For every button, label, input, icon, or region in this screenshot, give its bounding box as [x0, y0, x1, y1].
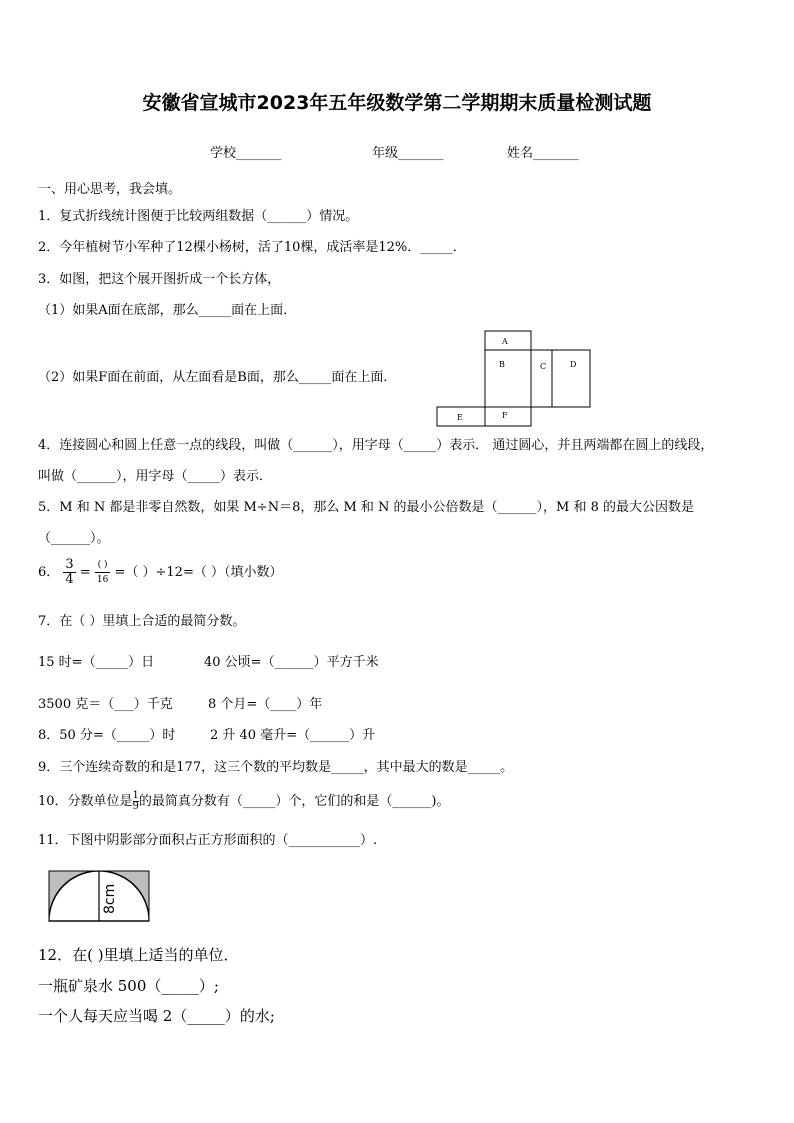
question-5-line-1: 5．M 和 N 都是非零自然数，如果 M÷N＝8，那么 M 和 N 的最小公倍数是（______），M 和 8 的最大公因数是 — [38, 500, 695, 515]
question-7-item-a: 15 时=（_____）日 — [38, 655, 155, 670]
question-5-line-2: （______）。 — [38, 531, 110, 546]
equals-sign: = — [79, 565, 91, 580]
school-field: 学校_______ — [210, 146, 282, 161]
question-6-rest: =（ ）÷12=（ ）（填小数） — [114, 565, 283, 580]
fraction-numerator: 3 — [65, 557, 74, 572]
question-4-line-1: 4．连接圆心和圆上任意一点的线段，叫做（______），用字母（_____）表示． 通过圆心，并且两端都在圆上的线段， — [38, 438, 714, 453]
question-3-part-1: （1）如果A面在底部，那么_____面在上面． — [38, 303, 297, 318]
name-field: 姓名_______ — [507, 146, 579, 161]
question-3: 3．如图，把这个展开图折成一个长方体， — [38, 272, 281, 287]
question-10 — [38, 788, 450, 816]
question-4-line-2: 叫做（______），用字母（_____）表示． — [38, 469, 273, 484]
net-label-f: F — [502, 411, 508, 420]
question-8-item-b: 2 升 40 毫升=（______）升 — [210, 728, 376, 743]
question-7: 7．在（ ）里填上合适的最简分数。 — [38, 614, 246, 629]
net-face-b — [485, 350, 531, 407]
fraction-numerator: 1 — [132, 790, 139, 801]
question-2: 2．今年植树节小军种了12棵小杨树，活了10棵，成活率是12%．_____． — [38, 240, 466, 255]
net-face-f — [485, 407, 531, 426]
net-face-d — [552, 350, 590, 407]
question-6 — [38, 558, 282, 588]
net-face-c — [531, 350, 552, 407]
fraction-blank-over-16 — [95, 558, 110, 587]
question-8-item-a: 8．50 分=（_____）时 — [38, 728, 176, 743]
net-label-a: A — [502, 337, 508, 346]
question-12-item-a: 一瓶矿泉水 500（_____）; — [38, 977, 219, 995]
semicircle-shaded-figure — [46, 868, 152, 924]
section-heading: 一、用心思考，我会填。 — [38, 182, 182, 197]
question-11: 11．下图中阴影部分面积占正方形面积的（___________）. — [38, 833, 378, 848]
question-12: 12．在( )里填上适当的单位． — [38, 946, 239, 964]
question-10-prefix: 10．分数单位是 — [38, 794, 133, 809]
fraction-denominator: 9 — [132, 801, 139, 812]
net-label-c: C — [540, 362, 547, 371]
radius-label: 8cm — [102, 883, 118, 914]
net-label-e: E — [457, 413, 463, 422]
question-7-item-d: 8 个月=（____）年 — [208, 697, 323, 712]
question-7-item-b: 40 公顷=（______）平方千米 — [204, 655, 379, 670]
page-title: 安徽省宣城市2023年五年级数学第二学期期末质量检测试题 — [142, 92, 652, 114]
question-1: 1．复式折线统计图便于比较两组数据（______）情况。 — [38, 209, 359, 224]
fraction-numerator: ( ) — [95, 558, 110, 573]
question-6-number: 6． — [38, 565, 60, 580]
question-7-item-c: 3500 克＝（___）千克 — [38, 697, 173, 712]
question-9: 9．三个连续奇数的和是177，这三个数的平均数是_____，其中最大的数是_____。 — [38, 760, 514, 775]
fraction-denominator: 4 — [65, 572, 74, 587]
fraction-denominator: 16 — [96, 575, 109, 585]
fraction-three-quarters — [63, 558, 75, 587]
net-face-a — [485, 331, 531, 350]
box-net-figure — [436, 330, 592, 428]
question-12-item-b: 一个人每天应当喝 2（_____）的水; — [38, 1007, 275, 1025]
net-label-d: D — [570, 360, 577, 369]
net-label-b: B — [499, 360, 505, 369]
question-10-suffix: 的最简真分数有（_____）个，它们的和是（______)。 — [138, 794, 450, 809]
question-3-part-2: （2）如果F面在前面，从左面看是B面，那么_____面在上面． — [38, 370, 397, 385]
grade-field: 年级_______ — [372, 146, 444, 161]
